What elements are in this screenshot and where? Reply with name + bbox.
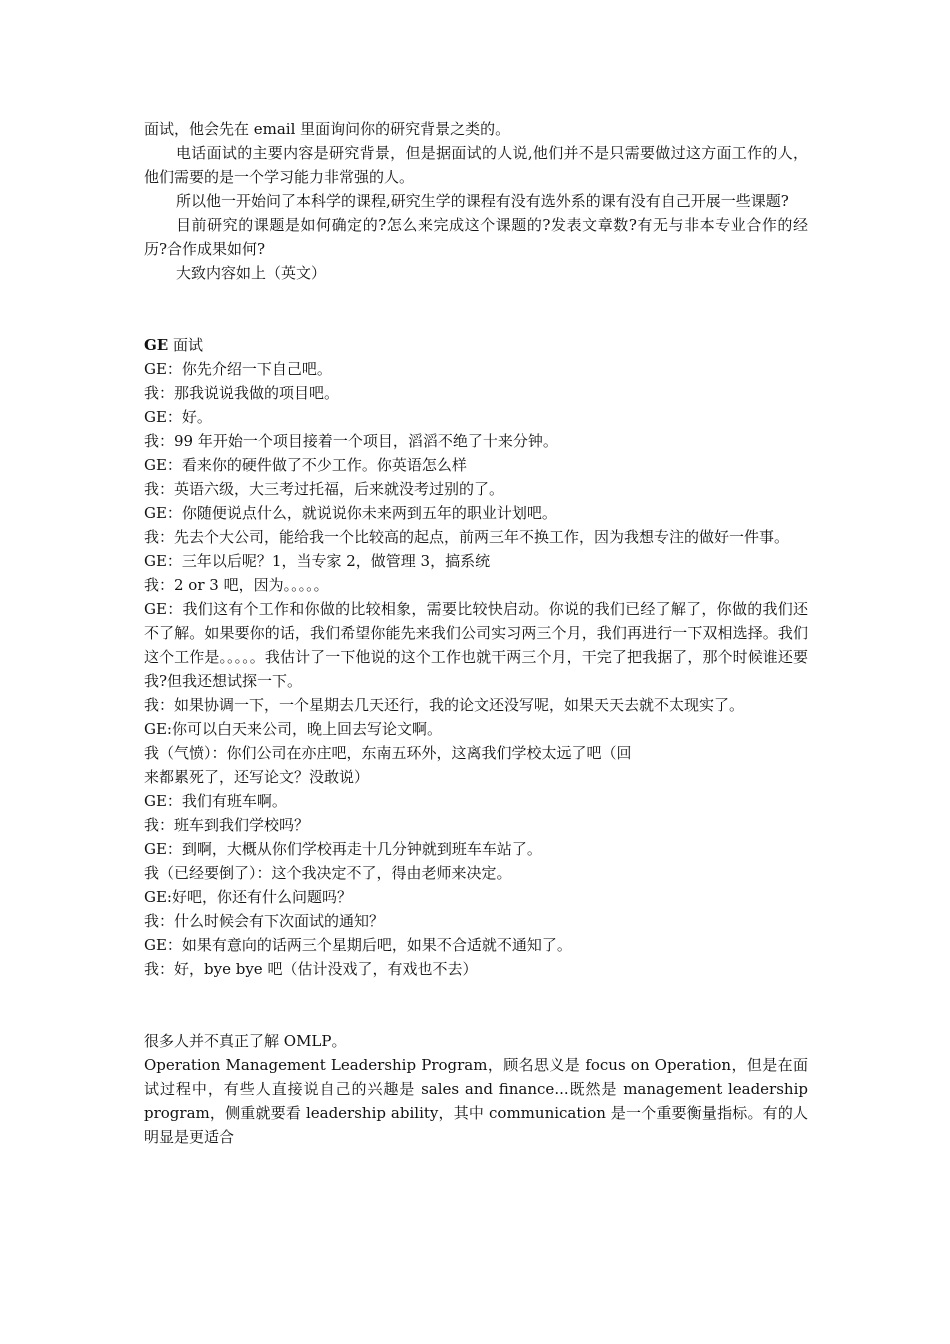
dialogue-line: 我：先去个大公司，能给我一个比较高的起点，前两三年不换工作，因为我想专注的做好一件事。 [144,528,790,546]
dialogue-line: GE：到啊，大概从你们学校再走十几分钟就到班车车站了。 [144,840,542,858]
dialogue-line: GE：我们这有个工作和你做的比较相象，需要比较快启动。你说的我们已经了解了，你做的我们还不了解。如果要你的话，我们希望你能先来我们公司实习两三个月，我们再进行一下双相选择。我们这个工作是。。。。。我估计了一下他说的这个工作也就干两三个月，干完了把我据了，那个时候谁还要我?但我还想试探一下。 [144,600,808,690]
dialogue-line: GE：看来你的硬件做了不少工作。你英语怎么样 [144,456,467,474]
dialogue-line: GE:你可以白天来公司，晚上回去写论文啊。 [144,720,442,738]
dialogue-line: 我：班车到我们学校吗？ [144,816,310,834]
dialogue-line: 我：什么时候会有下次面试的通知？ [144,912,385,930]
intro-paragraph-3: 所以他一开始问了本科学的课程,研究生学的课程有没有选外系的课有没有自己开展一些课题? [176,192,789,210]
dialogue-line: 我（已经要倒了）：这个我决定不了，得由老师来决定。 [144,864,512,882]
dialogue-line: GE：我们有班车啊。 [144,792,287,810]
dialogue-line: 我：英语六级，大三考过托福，后来就没考过别的了。 [144,480,505,498]
dialogue-line: GE：如果有意向的话两三个星期后吧，如果不合适就不通知了。 [144,936,572,954]
dialogue-line: 我：99 年开始一个项目接着一个项目，滔滔不绝了十来分钟。 [144,432,558,450]
dialogue-line: GE：你随便说点什么，就说说你未来两到五年的职业计划吧。 [144,504,557,522]
dialogue-line: GE：你先介绍一下自己吧。 [144,360,332,378]
dialogue-line: GE：三年以后呢？1，当专家 2，做管理 3，搞系统 [144,552,491,570]
dialogue-line: GE：好。 [144,408,212,426]
document-body [144,117,808,1149]
intro-paragraph-1: 面试，他会先在 email 里面询问你的研究背景之类的。 [144,120,511,138]
intro-paragraph-2: 电话面试的主要内容是研究背景，但是据面试的人说,他们并不是只需要做过这方面工作的人，他们需要的是一个学习能力非常强的人。 [144,144,808,186]
ge-heading-rest: 面试 [168,336,204,354]
dialogue-line: 我（气愤）：你们公司在亦庄吧，东南五环外，这离我们学校太远了吧（回 [144,744,632,762]
dialogue-line: 来都累死了，还写论文？没敢说） [144,768,370,786]
dialogue-line: 我：如果协调一下，一个星期去几天还行，我的论文还没写呢，如果天天去就不太现实了。 [144,696,745,714]
intro-paragraph-4: 目前研究的课题是如何确定的?怎么来完成这个课题的?发表文章数?有无与非本专业合作的经历?合作成果如何? [144,216,808,258]
dialogue-line: GE:好吧，你还有什么问题吗？ [144,888,352,906]
dialogue-line: 我：那我说说我做的项目吧。 [144,384,340,402]
ge-heading-bold: GE [144,336,169,354]
omlp-paragraph-1: 很多人并不真正了解 OMLP。 [144,1032,347,1050]
dialogue-line: 我：好，bye bye 吧（估计没戏了，有戏也不去） [144,960,478,978]
omlp-paragraph-2: Operation Management Leadership Program，顾名思义是 focus on Operation，但是在面试过程中，有些人直接说自己的兴趣是 sales and finance...既然是 management leadership program，侧重就要看 leadership ability，其中 communication 是一个重要衡量指标。有的人明显是更适合 [144,1056,808,1146]
dialogue-line: 我：2 or 3 吧，因为。。。。。 [144,576,329,594]
intro-paragraph-5: 大致内容如上（英文） [176,264,327,282]
ge-section-heading [144,333,808,357]
